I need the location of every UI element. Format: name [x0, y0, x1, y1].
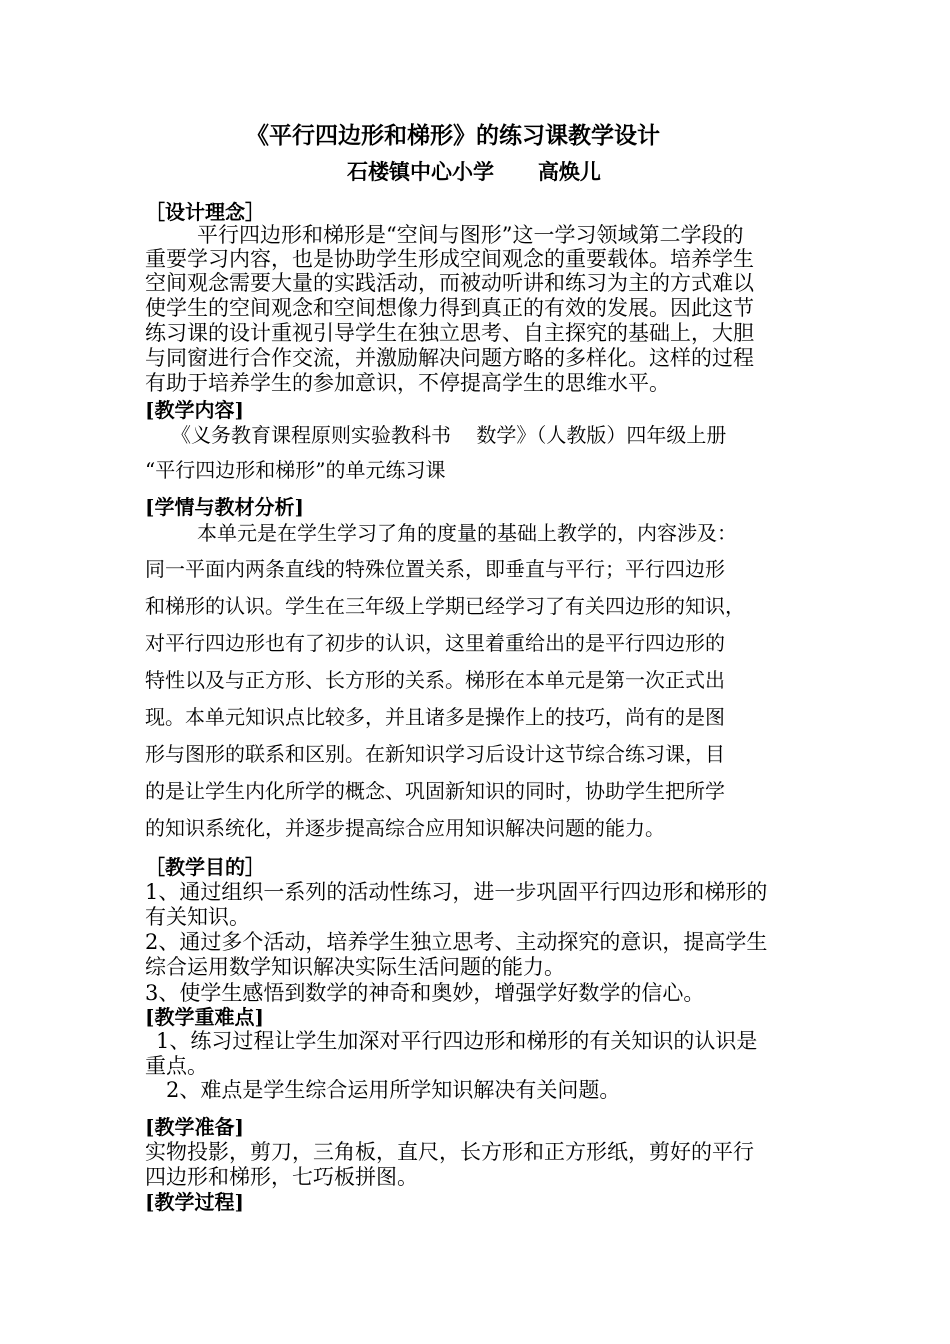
key-points-line: 2、难点是学生综合运用所学知识解决有关问题。	[166, 1078, 621, 1102]
design-idea-line: 使学生的空间观念和空间想像力得到真正的有效的发展。因此这节	[145, 296, 754, 320]
author-line: 石楼镇中心小学 高焕儿	[347, 159, 601, 184]
content-line: 《义务教育课程原则实验教科书 数学》（人教版）四年级上册	[171, 423, 727, 447]
goals-line: 有关知识。	[145, 905, 250, 929]
analysis-line: 的是让学生内化所学的概念、巩固新知识的同时，协助学生把所学	[145, 779, 725, 803]
section-heading-design-idea: ［设计理念］	[145, 200, 265, 224]
design-idea-line: 有助于培养学生的参加意识，不停提高学生的思维水平。	[145, 371, 670, 395]
analysis-line: 同一平面内两条直线的特殊位置关系，即垂直与平行；平行四边形	[145, 557, 725, 581]
analysis-line: 对平行四边形也有了初步的认识，这里着重给出的是平行四边形的	[145, 631, 725, 655]
analysis-line: 现。本单元知识点比较多，并且诸多是操作上的技巧，尚有的是图	[145, 705, 725, 729]
design-idea-line: 平行四边形和梯形是“空间与图形”这一学习领域第二学段的	[197, 223, 744, 247]
analysis-line: 的知识系统化，并逐步提高综合应用知识解决问题的能力。	[145, 816, 665, 840]
preparation-line: 实物投影，剪刀，三角板，直尺，长方形和正方形纸，剪好的平行	[145, 1140, 754, 1164]
section-heading-key-points: [教学重难点]	[145, 1005, 264, 1029]
goals-line: 2、通过多个活动，培养学生独立思考、主动探究的意识，提高学生	[145, 930, 768, 954]
analysis-line: 形与图形的联系和区别。在新知识学习后设计这节综合练习课，目	[145, 742, 725, 766]
goals-line: 综合运用数学知识解决实际生活问题的能力。	[145, 955, 565, 979]
analysis-line: 和梯形的认识。学生在三年级上学期已经学习了有关四边形的知识，	[145, 594, 745, 618]
section-heading-goals: ［教学目的］	[145, 855, 265, 879]
section-heading-content: [教学内容]	[145, 398, 244, 422]
key-points-line: 1、练习过程让学生加深对平行四边形和梯形的有关知识的认识是	[156, 1029, 758, 1053]
key-points-line: 重点。	[145, 1054, 208, 1078]
content-line: “平行四边形和梯形”的单元练习课	[145, 458, 446, 482]
section-heading-preparation: [教学准备]	[145, 1115, 244, 1139]
preparation-line: 四边形和梯形，七巧板拼图。	[145, 1165, 418, 1189]
goals-line: 3、使学生感悟到数学的神奇和奥妙，增强学好数学的信心。	[145, 981, 705, 1005]
design-idea-line: 与同窗进行合作交流，并激励解决问题方略的多样化。这样的过程	[145, 346, 754, 370]
document-title: 《平行四边形和梯形》的练习课教学设计	[246, 122, 660, 149]
goals-line: 1、通过组织一系列的活动性练习，进一步巩固平行四边形和梯形的	[145, 880, 768, 904]
design-idea-line: 重要学习内容，也是协助学生形成空间观念的重要载体。培养学生	[145, 247, 754, 271]
design-idea-line: 练习课的设计重视引导学生在独立思考、自主探究的基础上，大胆	[145, 321, 754, 345]
analysis-line: 特性以及与正方形、长方形的关系。梯形在本单元是第一次正式出	[145, 668, 725, 692]
section-heading-process: [教学过程]	[145, 1190, 244, 1214]
section-heading-analysis: [学情与教材分析]	[145, 495, 304, 519]
design-idea-line: 空间观念需要大量的实践活动，而被动听讲和练习为主的方式难以	[145, 271, 754, 295]
analysis-line: 本单元是在学生学习了角的度量的基础上教学的，内容涉及：	[197, 521, 737, 545]
